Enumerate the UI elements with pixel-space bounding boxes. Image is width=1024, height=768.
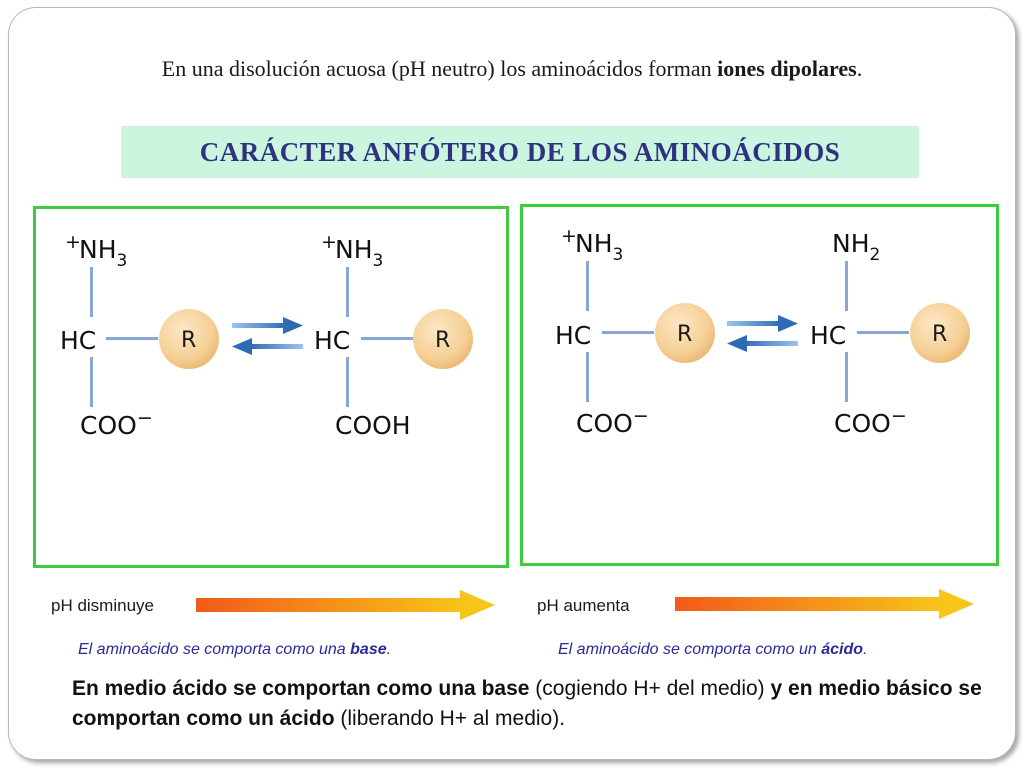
caption-base-before: El aminoácido se comporta como una [78, 641, 351, 658]
molecule-left-1 [60, 231, 219, 440]
ph-decrease-arrow [196, 590, 495, 620]
intro-text-bold: iones dipolares [717, 56, 857, 81]
caption-base-bold: base [350, 641, 387, 658]
plus-charge: + [561, 225, 577, 247]
carboxyl-group: COOH [335, 411, 411, 440]
caption-acid-before: El aminoácido se comporta como un [558, 641, 822, 658]
bond-vertical-top [90, 267, 93, 317]
bond-vertical-top [586, 261, 589, 311]
alpha-carbon: HC [60, 326, 97, 355]
caption-acid-after: . [863, 641, 868, 658]
summary-part1: En medio ácido se comportan como una base [72, 677, 530, 700]
plus-charge: + [65, 231, 81, 253]
carboxyl-group: COO− [80, 407, 153, 440]
alpha-carbon: HC [314, 326, 351, 355]
bond-vertical-bottom [90, 357, 93, 407]
molecule-right-2 [810, 229, 970, 438]
ph-increase-arrow [675, 589, 974, 619]
bond-horizontal [106, 337, 158, 340]
ph-decrease-label: pH disminuye [51, 596, 154, 615]
bond-horizontal [857, 331, 909, 334]
caption-base-after: . [386, 641, 392, 658]
bond-vertical-top [346, 267, 349, 317]
equilibrium-arrows-left [232, 317, 303, 355]
bond-vertical-bottom [586, 352, 589, 402]
carboxyl-group: COO− [834, 405, 907, 438]
molecule-right-1 [555, 225, 715, 438]
intro-text-before: En una disolución acuosa (pH neutro) los aminoácidos forman [161, 56, 718, 81]
plus-charge: + [321, 231, 337, 253]
r-group-label: R [435, 328, 451, 353]
bond-vertical-bottom [845, 352, 848, 402]
bond-horizontal [602, 331, 654, 334]
caption-acid-bold: ácido [821, 641, 864, 658]
r-group-label: R [932, 322, 948, 347]
caption-acid [558, 641, 868, 659]
carboxyl-group: COO− [576, 405, 649, 438]
amino-group: $NH_3$ [79, 235, 128, 271]
caption-base [78, 641, 391, 659]
molecule-left-2 [314, 231, 473, 440]
r-group-label: R [181, 328, 197, 353]
page-title: CARÁCTER ANFÓTERO DE LOS AMINOÁCIDOS [199, 137, 841, 167]
equilibrium-arrows-right [727, 315, 798, 352]
amino-group: $NH_3$ [575, 229, 624, 265]
amino-group: $NH_2$ [832, 229, 881, 265]
summary-text [72, 674, 992, 734]
amino-group: $NH_3$ [335, 235, 384, 271]
bond-vertical-top [845, 261, 848, 311]
alpha-carbon: HC [555, 321, 592, 350]
summary-part4: (liberando H+ al medio). [334, 707, 566, 730]
intro-text-after: . [856, 56, 863, 81]
r-group-label: R [677, 322, 693, 347]
ph-increase-label: pH aumenta [537, 596, 630, 615]
bond-horizontal [361, 337, 413, 340]
summary-part3: y en medio básico se comportan como un ácido [72, 677, 982, 730]
summary-part2: (cogiendo H+ del medio) [529, 677, 771, 700]
alpha-carbon: HC [810, 321, 847, 350]
bond-vertical-bottom [346, 357, 349, 407]
